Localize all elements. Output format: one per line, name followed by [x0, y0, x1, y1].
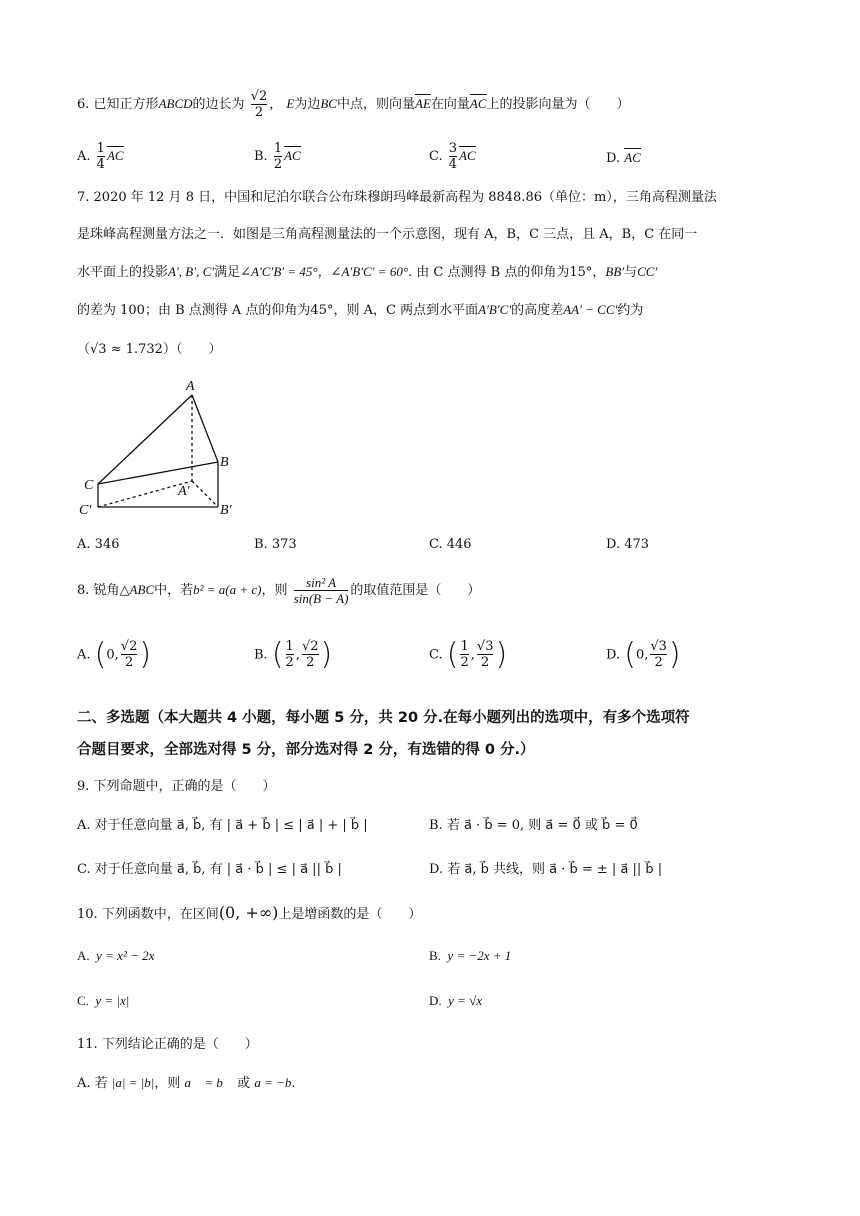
q8-stem: 8. 锐角△ABC中，若b² = a(a + c)，则 $\frac{\text{sin² A}}{\sin(B - A)}$ 的取值范围是（ ） [77, 575, 481, 606]
q10-option-d[interactable]: D. y = √x [429, 993, 483, 1008]
section2-heading-line2: 合题目要求，全部选对得 5 分，部分选对得 2 分，有选错的得 0 分.） [77, 742, 535, 758]
line-cb [98, 462, 218, 484]
q7-line3: 水平面上的投影A′, B′, C′满足∠A′C′B′ = 45°，∠A′B′C′ = 60°. 由 C 点测得 B 点的仰角为15°，BB′与CC′ [77, 264, 658, 280]
q10-option-b[interactable]: B. y = −2x + 1 [429, 948, 512, 963]
q9-option-a[interactable]: A. 对于任意向量 a⃗, b⃗, 有 | a⃗ + b⃗ | ≤ | a⃗ | + | b⃗ | [77, 818, 368, 833]
q8-fraction: $\frac{\text{sin² A}}{\sin(B - A)}$ [293, 575, 349, 606]
q9-option-b[interactable]: B. 若 a⃗ · b⃗ = 0, 则 a⃗ = 0⃗ 或 b⃗ = 0⃗ [429, 818, 638, 833]
label-c: C [84, 478, 94, 493]
q11-stem: 11. 下列结论正确的是（ ） [77, 1037, 258, 1052]
q8-option-c[interactable]: C. ( $\frac{1}{2}$ , $\frac{√3}{2}$ ) [429, 637, 508, 672]
q8-option-d[interactable]: D. (0, $\frac{√3}{2}$ ) [606, 637, 681, 672]
q10-stem: 10. 下列函数中，在区间(0, +∞)上是增函数的是（ ） [77, 903, 422, 922]
q6-option-a[interactable]: A. $\frac{1}{4}$ AC [77, 141, 124, 172]
q8-option-a[interactable]: A. (0, $\frac{√2}{2}$ ) [77, 637, 152, 672]
q8-option-b[interactable]: B. ( $\frac{1}{2}$ , $\frac{√2}{2}$ ) [254, 637, 333, 672]
section2-heading-line1: 二、多选题（本大题共 4 小题，每小题 5 分，共 20 分.在每小题列出的选项中，有多个选项符 [77, 710, 690, 726]
line-ab [192, 395, 218, 462]
q6-stem: 6. 已知正方形ABCD的边长为 $\frac{√2}{2}$ ， E为边BC中点，则向量AE在向量AC上的投影向量为（ ） [77, 89, 630, 120]
q9-stem: 9. 下列命题中，正确的是（ ） [77, 779, 276, 794]
triangulation-figure [74, 374, 244, 524]
line-ac [98, 395, 192, 484]
q6-option-c[interactable]: C. $\frac{3}{4}$ AC [429, 141, 476, 172]
q7-line1: 7. 2020 年 12 月 8 日，中国和尼泊尔联合公布珠穆朗玛峰最新高程为 8848.86（单位：m），三角高程测量法 [77, 190, 717, 205]
q7-line5: （√3 ≈ 1.732）（ ） [77, 342, 222, 357]
q7-option-a[interactable]: A. 346 [77, 537, 120, 552]
label-b: B [220, 455, 229, 470]
q7-option-c[interactable]: C. 446 [429, 537, 472, 552]
label-a1: A′ [178, 484, 190, 499]
q6-option-b[interactable]: B. $\frac{1}{2}$ AC [254, 141, 301, 172]
q7-line2: 是珠峰高程测量方法之一．如图是三角高程测量法的一个示意图，现有 A，B，C 三点，且 A，B，C 在同一 [77, 227, 698, 242]
label-b1: B′ [220, 503, 232, 518]
label-c1: C′ [79, 503, 92, 518]
q6-option-d[interactable]: D. AC [606, 150, 641, 166]
q10-option-a[interactable]: A. y = x² − 2x [77, 948, 155, 963]
q10-option-c[interactable]: C. y = |x| [77, 993, 130, 1008]
q6-side-fraction: $\frac{√2}{2}$ [250, 89, 268, 120]
q7-option-d[interactable]: D. 473 [606, 537, 650, 552]
line-a1b1 [192, 481, 218, 507]
q9-option-c[interactable]: C. 对于任意向量 a⃗, b⃗, 有 | a⃗ · b⃗ | ≤ | a⃗ || b⃗ | [77, 862, 342, 877]
q7-option-b[interactable]: B. 373 [254, 537, 297, 552]
label-a: A [186, 379, 195, 394]
q7-line4: 的差为 100；由 B 点测得 A 点的仰角为45°，则 A，C 两点到水平面A′B′C′的高度差AA′ − CC′约为 [77, 302, 644, 318]
q11-option-a[interactable]: A. 若 |a| = |b|，则 a⃗ = b⃗ 或 a = −b. [77, 1075, 296, 1091]
q9-option-d[interactable]: D. 若 a⃗, b⃗ 共线，则 a⃗ · b⃗ = ± | a⃗ || b⃗ | [429, 862, 663, 877]
